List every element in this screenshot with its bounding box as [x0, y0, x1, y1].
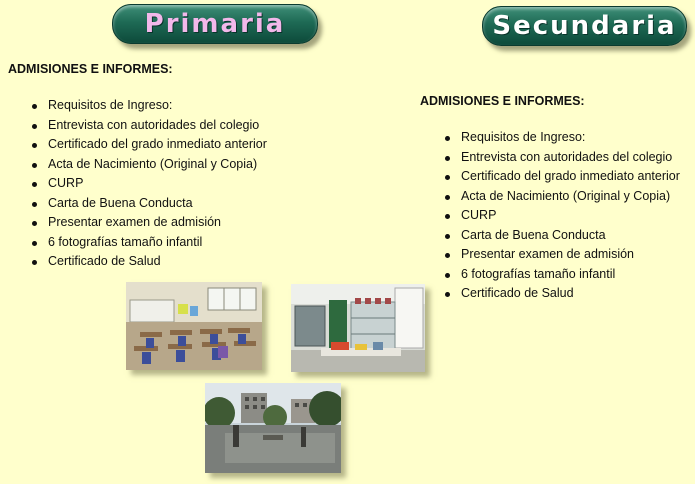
primaria-requirements-list: [32, 96, 267, 272]
list-item: Carta de Buena Conducta: [32, 194, 267, 214]
list-item: Certificado del grado inmediato anterior: [32, 135, 267, 155]
list-item: Presentar examen de admisión: [32, 213, 267, 233]
list-item: CURP: [32, 174, 267, 194]
secundaria-requirements-list: [445, 128, 680, 304]
primaria-button[interactable]: Primaria: [112, 4, 318, 44]
list-item: Certificado de Salud: [32, 252, 267, 272]
list-item: Requisitos de Ingreso:: [32, 96, 267, 116]
list-item: Entrevista con autoridades del colegio: [445, 148, 680, 168]
list-item: 6 fotografías tamaño infantil: [32, 233, 267, 253]
list-item: Acta de Nacimiento (Original y Copia): [32, 155, 267, 175]
list-item: Carta de Buena Conducta: [445, 226, 680, 246]
primaria-admissions-heading: ADMISIONES E INFORMES:: [8, 62, 173, 76]
secundaria-button[interactable]: Secundaria: [482, 6, 687, 46]
list-item: CURP: [445, 206, 680, 226]
list-item: Requisitos de Ingreso:: [445, 128, 680, 148]
list-item: Certificado de Salud: [445, 284, 680, 304]
laboratory-photo: [291, 284, 425, 372]
secundaria-admissions-heading: ADMISIONES E INFORMES:: [420, 94, 585, 108]
list-item: Presentar examen de admisión: [445, 245, 680, 265]
list-item: 6 fotografías tamaño infantil: [445, 265, 680, 285]
list-item: Certificado del grado inmediato anterior: [445, 167, 680, 187]
classroom-photo: [126, 282, 262, 370]
courtyard-photo: [205, 383, 341, 473]
list-item: Acta de Nacimiento (Original y Copia): [445, 187, 680, 207]
list-item: Entrevista con autoridades del colegio: [32, 116, 267, 136]
